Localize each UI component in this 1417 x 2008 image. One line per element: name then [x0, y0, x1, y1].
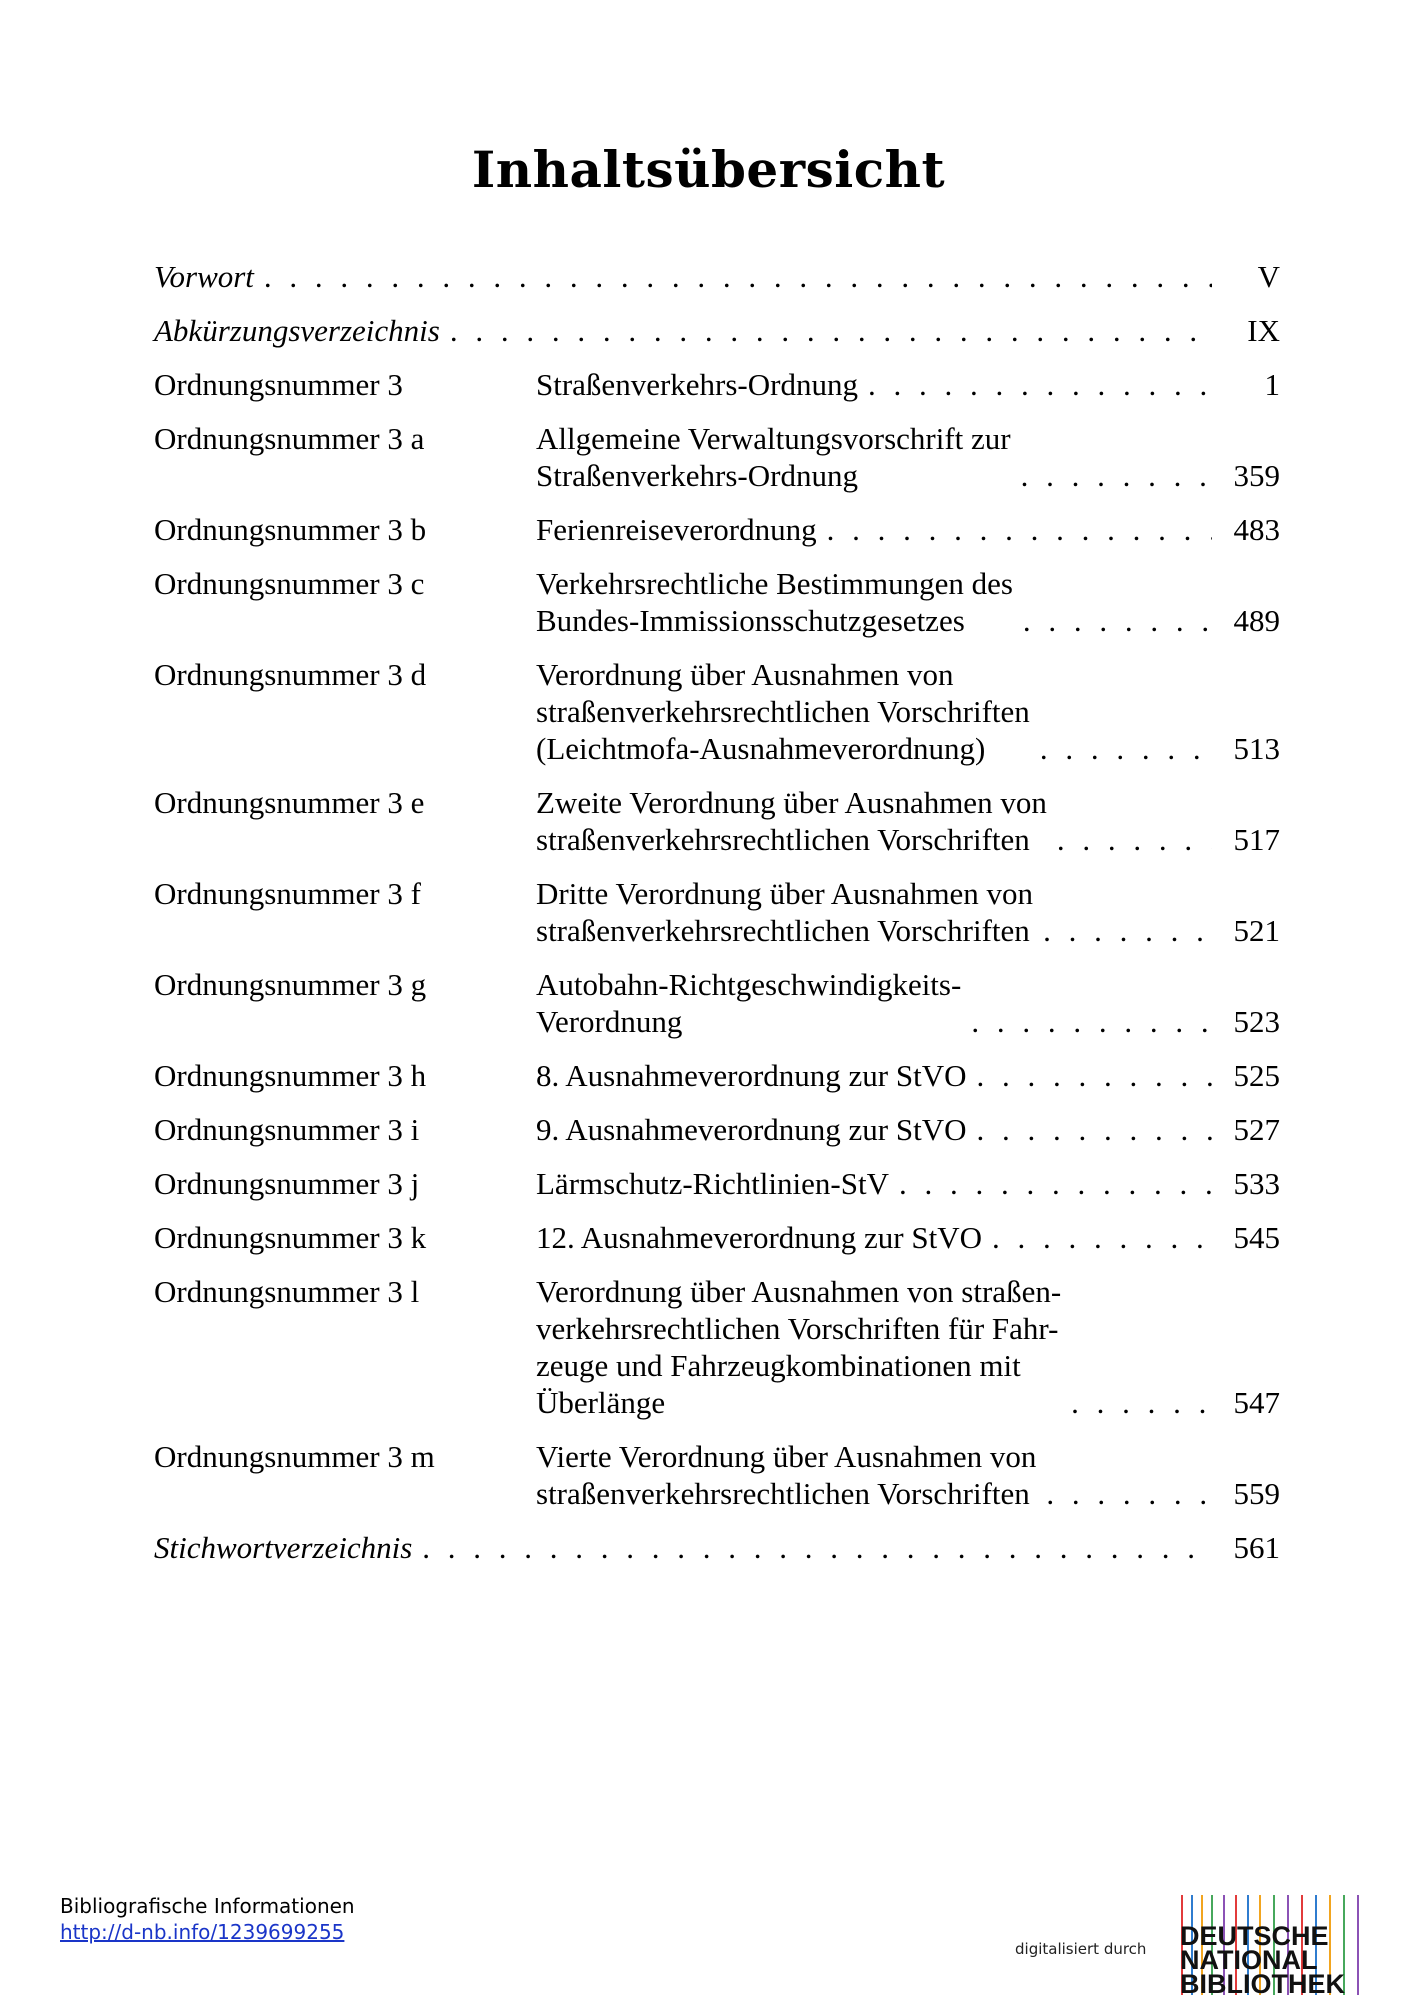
toc-entry-body [536, 1219, 1280, 1256]
dnb-logo-line-1: DEUTSCHE [1180, 1921, 1329, 1951]
toc-page-number: 559 [1233, 1476, 1280, 1511]
toc-row [154, 565, 1280, 639]
page-title: Inhaltsübersicht [471, 140, 946, 199]
toc-entry-label: Ordnungsnummer 3 h [154, 1058, 427, 1093]
toc-row [154, 1438, 1280, 1512]
dnb-logo [1178, 1895, 1368, 1995]
toc-entry-body [536, 1111, 1280, 1148]
toc-entry-title: Straßenverkehrs-Ordnung [536, 367, 858, 402]
toc-page-number: 1 [1264, 367, 1280, 402]
bibliographic-heading: Bibliografische Informationen [60, 1894, 355, 1918]
toc-entry-body [536, 1273, 1280, 1421]
toc-entry-label: Ordnungsnummer 3 c [154, 566, 425, 601]
toc-page-number: 483 [1233, 512, 1280, 547]
toc-entry-title: 9. Ausnahmeverordnung zur StVO [536, 1112, 967, 1147]
toc-page-number: 547 [1233, 1385, 1280, 1420]
toc-entry-label: Ordnungsnummer 3 i [154, 1112, 420, 1147]
toc-entry-label: Ordnungsnummer 3 d [154, 657, 427, 692]
toc-entry-body [536, 1165, 1280, 1202]
toc-entry-body [536, 1057, 1280, 1094]
toc-page-number: 545 [1233, 1220, 1280, 1255]
toc-row [154, 1057, 1280, 1094]
toc-page-number: 561 [1233, 1530, 1280, 1565]
toc-entry-title: 8. Ausnahmeverordnung zur StVO [536, 1058, 967, 1093]
toc-entry-body [536, 366, 1280, 403]
toc-entry-label: Ordnungsnummer 3 e [154, 785, 425, 820]
toc-page-number: 521 [1233, 913, 1280, 948]
leader-dots [971, 1003, 1212, 1040]
toc-page-number: 517 [1233, 822, 1280, 857]
toc-entry-label: Ordnungsnummer 3 m [154, 1439, 435, 1474]
leader-dots [1023, 602, 1212, 639]
toc-row [154, 511, 1280, 548]
toc-entry-title: Autobahn-Richtgeschwindigkeits- Verordnung [536, 967, 962, 1039]
toc-row-front [154, 258, 1280, 295]
leader-dots [868, 366, 1212, 403]
leader-dots [1040, 730, 1212, 767]
toc-page-number: 513 [1233, 731, 1280, 766]
toc-entry-title: Allgemeine Verwaltungsvorschrift zur Straßenverkehrs-Ordnung [536, 421, 1011, 493]
toc-entry-label: Abkürzungsverzeichnis [154, 313, 440, 348]
toc-entry-title: Verordnung über Ausnahmen von straßenverkehrsrechtlichen Vorschriften (Leichtmofa-Ausnahmeverordnung) [536, 657, 1030, 766]
toc-entry-title: Lärmschutz-Richtlinien-StV [536, 1166, 889, 1201]
toc-page-number: 527 [1233, 1112, 1280, 1147]
toc-entry-label: Ordnungsnummer 3 g [154, 967, 427, 1002]
toc-row [154, 420, 1280, 494]
toc-entry-label: Ordnungsnummer 3 f [154, 876, 421, 911]
toc-entry-body [536, 1438, 1280, 1512]
toc-page-number: 533 [1233, 1166, 1280, 1201]
toc-entry-title: Vierte Verordnung über Ausnahmen von straßenverkehrsrechtlichen Vorschriften [536, 1439, 1037, 1511]
toc-entry-label: Ordnungsnummer 3 l [154, 1274, 420, 1309]
toc-entry-body [536, 656, 1280, 767]
toc-entry-label: Ordnungsnummer 3 k [154, 1220, 427, 1255]
leader-dots [450, 312, 1212, 349]
bibliographic-info [60, 1893, 355, 1945]
toc-page-number: 525 [1233, 1058, 1280, 1093]
toc-row [154, 1111, 1280, 1148]
toc-entry-title: Ferienreiseverordnung [536, 512, 817, 547]
toc-row [154, 784, 1280, 858]
toc-entry-body [536, 875, 1280, 949]
toc-page-number: 489 [1233, 603, 1280, 638]
table-of-contents [154, 258, 1280, 1583]
toc-entry-body [536, 420, 1280, 494]
toc-page-number: 359 [1233, 458, 1280, 493]
leader-dots [827, 511, 1212, 548]
leader-dots [977, 1057, 1213, 1094]
toc-entry-title: Verordnung über Ausnahmen von straßen- verkehrsrechtlichen Vorschriften für Fahr- zeuge und Fahrzeugkombinationen mit Überlänge [536, 1274, 1062, 1420]
leader-dots [899, 1165, 1212, 1202]
leader-dots [1057, 821, 1212, 858]
digitized-by-text: digitalisiert durch [1015, 1940, 1147, 1958]
toc-entries [154, 366, 1280, 1512]
toc-entry-label: Vorwort [154, 259, 254, 294]
toc-row [154, 1219, 1280, 1256]
toc-entry-body [536, 565, 1280, 639]
leader-dots [422, 1529, 1212, 1566]
toc-row-front [154, 312, 1280, 349]
leader-dots [977, 1111, 1213, 1148]
toc-row [154, 966, 1280, 1040]
toc-entry-label: Ordnungsnummer 3 b [154, 512, 427, 547]
toc-entry-label: Ordnungsnummer 3 a [154, 421, 425, 456]
toc-entry-label: Ordnungsnummer 3 [154, 367, 403, 402]
bibliographic-link[interactable]: http://d-nb.info/1239699255 [60, 1920, 345, 1944]
toc-page-number: 523 [1233, 1004, 1280, 1039]
toc-page-number: V [1257, 259, 1280, 294]
toc-row [154, 1273, 1280, 1421]
toc-page-number: IX [1247, 313, 1280, 348]
toc-entry-body [536, 966, 1280, 1040]
toc-entry-title: Verkehrsrechtliche Bestimmungen des Bundes-Immissionsschutzgesetzes [536, 566, 1013, 638]
leader-dots [1043, 912, 1212, 949]
toc-row [154, 656, 1280, 767]
toc-entry-title: Dritte Verordnung über Ausnahmen von straßenverkehrsrechtlichen Vorschriften [536, 876, 1034, 948]
leader-dots [1071, 1384, 1212, 1421]
toc-entry-body [536, 784, 1280, 858]
toc-entry-label: Ordnungsnummer 3 j [154, 1166, 420, 1201]
toc-entry-body [536, 511, 1280, 548]
dnb-logo-line-2: NATIONAL [1180, 1945, 1318, 1975]
toc-row [154, 366, 1280, 403]
leader-dots [264, 258, 1212, 295]
leader-dots [1046, 1475, 1212, 1512]
toc-row [154, 1165, 1280, 1202]
dnb-logo-line-3: BIBLIOTHEK [1180, 1969, 1345, 1995]
leader-dots [992, 1219, 1212, 1256]
toc-row-back [154, 1529, 1280, 1566]
toc-row [154, 875, 1280, 949]
toc-entry-label: Stichwortverzeichnis [154, 1530, 413, 1565]
toc-entry-title: Zweite Verordnung über Ausnahmen von straßenverkehrsrechtlichen Vorschriften [536, 785, 1047, 857]
leader-dots [1021, 457, 1212, 494]
toc-entry-title: 12. Ausnahmeverordnung zur StVO [536, 1220, 982, 1255]
